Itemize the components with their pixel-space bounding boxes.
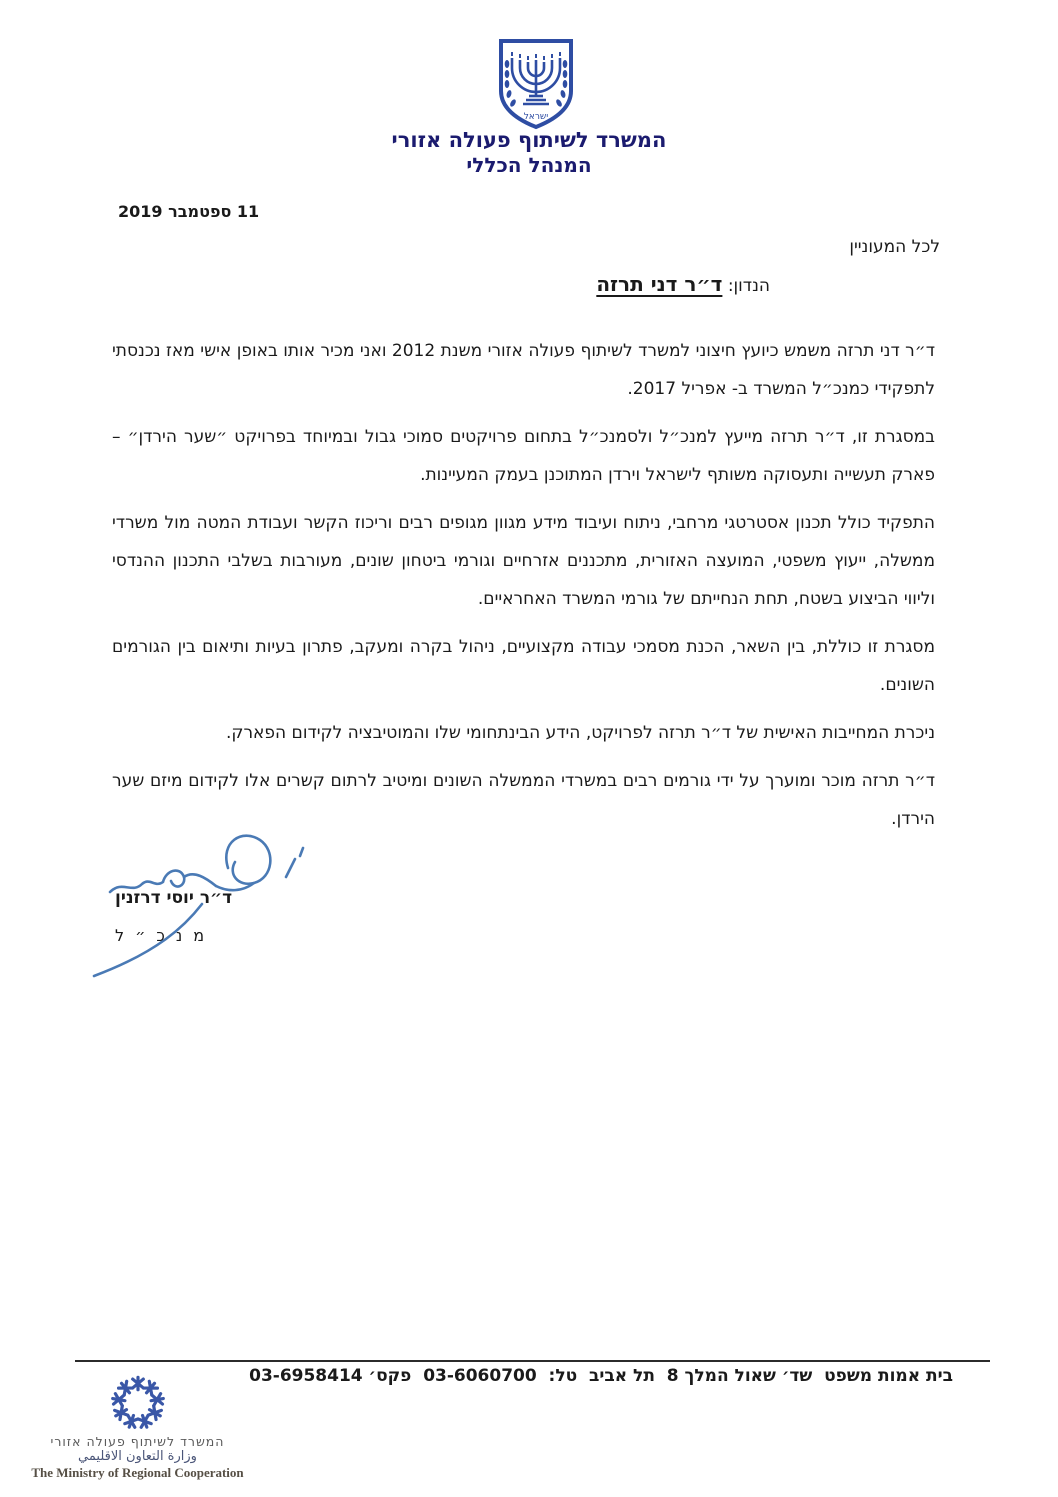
body-paragraph: ד״ר דני תרזה משמש כיועץ חיצוני למשרד לשיתוף פעולה אזורי משנת 2012 ואני מכיר אותו באופן אישי מאז נכנסתי לתפקידי כמנכ״ל המשרד ב- אפריל 2017. [112, 341, 935, 399]
body-paragraph: במסגרת זו, ד״ר תרזה מייעץ למנכ״ל ולסמנכ״ל בתחום פרויקטים סמוכי גבול ובמיוחד בפרויקט ״שער הירדן״ – פארק תעשייה ותעסוקה משותף לישראל וירדן המתוכנן בעמק המעיינות. [112, 427, 935, 485]
footer-logo-arabic: وزارة التعاون الاقليمي [78, 1449, 197, 1464]
signature-block [70, 820, 370, 995]
emblem-label: ישראל [523, 112, 549, 122]
body-paragraph: ד״ר תרזה מוכר ומוערך על ידי גורמים רבים במשרדי הממשלה השונים ומיטיב לרתום קשרים אלו לקידום מיזם שער הירדן. [112, 771, 935, 829]
ministry-gear-icon [107, 1372, 169, 1434]
footer-logo-hebrew: המשרד לשיתוף פעולה אזורי [50, 1434, 225, 1449]
israel-state-emblem-icon [486, 36, 586, 132]
footer-address: בית אמות משפט שד׳ שאול המלך 8 תל אביב טל: 03-6060700 פקס׳ 03-6958414 [249, 1366, 953, 1386]
ministry-name: המשרד לשיתוף פעולה אזורי [391, 128, 667, 152]
body-paragraph: מסגרת זו כוללת, בין השאר, הכנת מסמכי עבודה מקצועיים, ניהול בקרה ומעקב, פתרון בעיות ותיאום בין הגורמים השונים. [112, 637, 935, 695]
signer-title: מנכ״ל [115, 926, 216, 945]
signer-name: ד״ר יוסי דרזנין [115, 888, 233, 908]
footer-logo-english: The Ministry of Regional Cooperation [31, 1465, 244, 1480]
footer-divider [75, 1360, 990, 1362]
subject-value: ד״ר דני תרזה [596, 272, 723, 296]
recipient-line: לכל המעוניין [849, 237, 940, 257]
body-paragraph: ניכרת המחייבות האישית של ד״ר תרזה לפרויקט, הידע הבינתחומי שלו והמוטיבציה לקידום הפארק. [226, 723, 935, 743]
letter-body [112, 332, 935, 848]
ministry-header [0, 127, 1058, 177]
ministry-footer-logo [30, 1372, 245, 1481]
subject-label: הנדון: [727, 276, 770, 296]
letter-date: 11 ספטמבר 2019 [118, 202, 260, 221]
director-general-title: המנהל הכללי [466, 153, 592, 177]
subject-line [596, 272, 770, 296]
body-paragraph: התפקיד כולל תכנון אסטרטגי מרחבי, ניתוח ועיבוד מידע מגוון מגופים רבים וריכוז הקשר ועבודת המטה מול משרדי ממשלה, ייעוץ משפטי, המועצה האזורית, מתכננים אזרחיים וגורמי ביטחון שונים, מעורבות בשלבי התכנון ההנדסי וליווי הביצוע בשטח, תחת הנחייתם של גורמי המשרד האחראיים. [112, 513, 935, 609]
